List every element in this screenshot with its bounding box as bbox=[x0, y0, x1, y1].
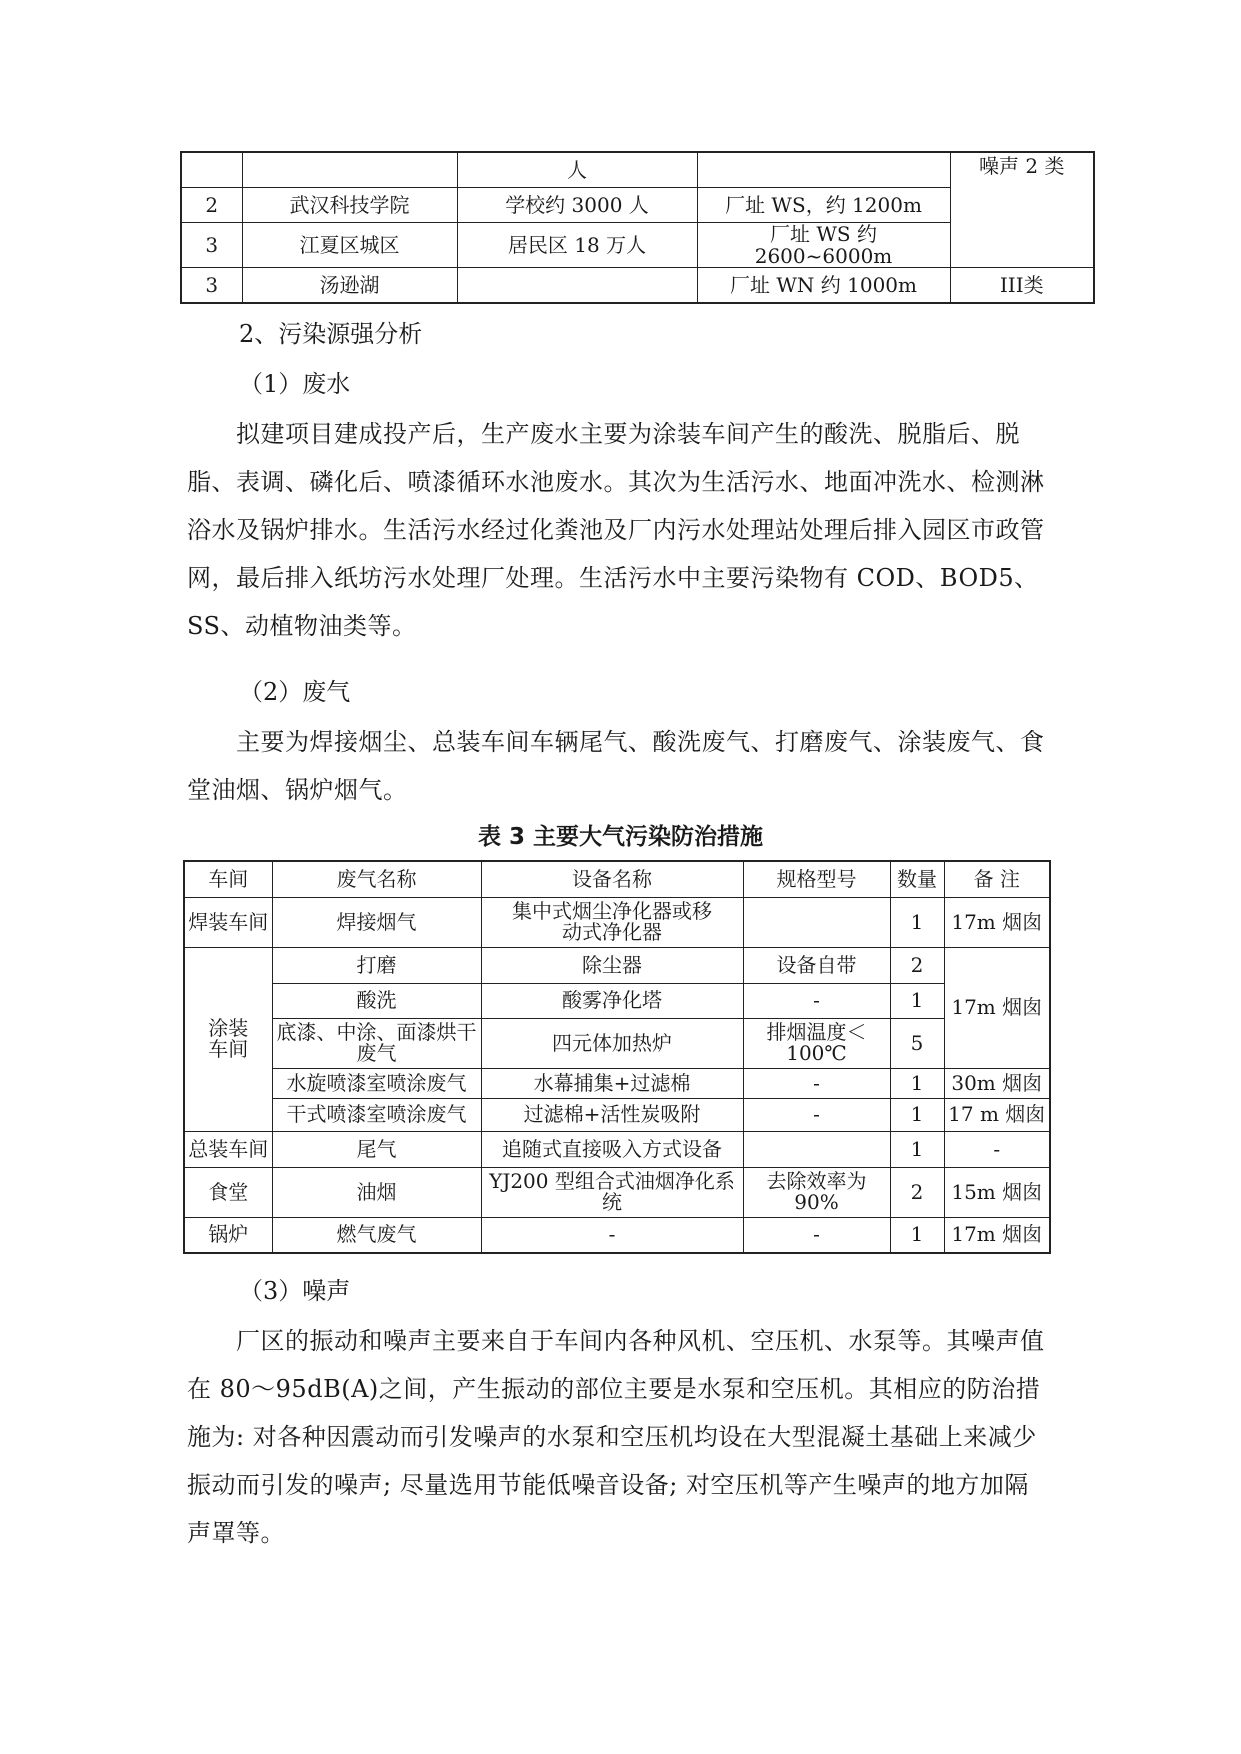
table-cell: 15m 烟囱 bbox=[944, 1167, 1050, 1217]
table-cell-note: III类 bbox=[950, 268, 1094, 304]
table-cell: 30m 烟囱 bbox=[944, 1068, 1050, 1098]
table-cell: 涂装车间 bbox=[184, 947, 272, 1131]
table-cell: - bbox=[743, 1068, 890, 1098]
table-cell: 底漆、中涂、面漆烘干废气 bbox=[272, 1018, 481, 1068]
table-cell: 1 bbox=[890, 1068, 944, 1098]
subsection-heading: （1）废水 bbox=[239, 370, 351, 398]
table-row bbox=[184, 1098, 1050, 1131]
table-cell: 总装车间 bbox=[184, 1131, 272, 1167]
air-pollution-measures-table bbox=[183, 860, 1051, 1254]
table-cell: 学校约 3000 人 bbox=[457, 188, 697, 223]
table-cell: 食堂 bbox=[184, 1167, 272, 1217]
table-cell: 居民区 18 万人 bbox=[457, 223, 697, 268]
table-cell: 干式喷漆室喷涂废气 bbox=[272, 1098, 481, 1131]
table-cell: 人 bbox=[457, 152, 697, 188]
table-cell-note: 噪声 2 类 bbox=[950, 152, 1094, 268]
table-cell: 17m 烟囱 bbox=[944, 1217, 1050, 1253]
table-cell: 酸洗 bbox=[272, 983, 481, 1018]
wastewater-paragraph: 拟建项目建成投产后，生产废水主要为涂装车间产生的酸洗、脱脂后、脱脂、表调、磷化后、喷漆循环水池废水。其次为生活污水、地面冲洗水、检测淋浴水及锅炉排水。生活污水经过化粪池及厂内污水处理站处理后排入园区市政管网，最后排入纸坊污水处理厂处理。生活污水中主要污染物有 COD、BOD5、SS、动植物油类等。 bbox=[187, 420, 1045, 640]
table-cell bbox=[743, 897, 890, 947]
table-cell bbox=[242, 152, 457, 188]
subsection-heading: （2）废气 bbox=[239, 678, 351, 706]
table-row bbox=[184, 1217, 1050, 1253]
table-cell bbox=[697, 152, 950, 188]
noise-paragraph: 厂区的振动和噪声主要来自于车间内各种风机、空压机、水泵等。其噪声值在 80～95dB(A)之间，产生振动的部位主要是水泵和空压机。其相应的防治措施为: 对各种因震动而引发噪声的水泵和空压机均设在大型混凝土基础上来减少振动而引发的噪声; 尽量选用节能低噪音设备; 对空压机等产生噪声的地方加隔声罩等。 bbox=[187, 1327, 1045, 1547]
table-cell bbox=[743, 1131, 890, 1167]
table-row bbox=[184, 1068, 1050, 1098]
table-row bbox=[184, 897, 1050, 947]
section-heading: 2、污染源强分析 bbox=[239, 320, 423, 348]
table-cell-note: 17m 烟囱 bbox=[944, 947, 1050, 1068]
table-cell: 17 m 烟囱 bbox=[944, 1098, 1050, 1131]
table-row bbox=[184, 1131, 1050, 1167]
table-cell: 1 bbox=[890, 1217, 944, 1253]
table-cell: 水旋喷漆室喷涂废气 bbox=[272, 1068, 481, 1098]
column-header: 废气名称 bbox=[272, 861, 481, 897]
table-cell: 焊接烟气 bbox=[272, 897, 481, 947]
table-cell: 3 bbox=[181, 223, 242, 268]
table-cell: 厂址 WS，约 1200m bbox=[697, 188, 950, 223]
table-cell: 焊装车间 bbox=[184, 897, 272, 947]
table-cell: 过滤棉+活性炭吸附 bbox=[481, 1098, 743, 1131]
column-header: 数量 bbox=[890, 861, 944, 897]
table-cell: 厂址 WS 约 2600~6000m bbox=[697, 223, 950, 268]
table-cell bbox=[457, 268, 697, 304]
table-cell: 2 bbox=[890, 947, 944, 983]
column-header: 车间 bbox=[184, 861, 272, 897]
table-cell: 油烟 bbox=[272, 1167, 481, 1217]
table-cell: 5 bbox=[890, 1018, 944, 1068]
column-header: 备 注 bbox=[944, 861, 1050, 897]
table-cell: 2 bbox=[890, 1167, 944, 1217]
sensitive-targets-table bbox=[180, 151, 1095, 304]
table-row bbox=[184, 1167, 1050, 1217]
table-cell: 武汉科技学院 bbox=[242, 188, 457, 223]
table-cell: 3 bbox=[181, 268, 242, 304]
table-cell: 汤逊湖 bbox=[242, 268, 457, 304]
table-cell: 水幕捕集+过滤棉 bbox=[481, 1068, 743, 1098]
table-cell: 1 bbox=[890, 1098, 944, 1131]
table-cell: 1 bbox=[890, 983, 944, 1018]
table-cell: 排烟温度＜100℃ bbox=[743, 1018, 890, 1068]
table-cell: 酸雾净化塔 bbox=[481, 983, 743, 1018]
column-header: 设备名称 bbox=[481, 861, 743, 897]
table-cell: - bbox=[743, 1098, 890, 1131]
exhaust-paragraph: 主要为焊接烟尘、总装车间车辆尾气、酸洗废气、打磨废气、涂装废气、食堂油烟、锅炉烟气。 bbox=[187, 728, 1045, 804]
table-cell: 除尘器 bbox=[481, 947, 743, 983]
table-caption: 表 3 主要大气污染防治措施 bbox=[477, 824, 764, 850]
table-cell: 17m 烟囱 bbox=[944, 897, 1050, 947]
table-cell: 锅炉 bbox=[184, 1217, 272, 1253]
table-cell: 集中式烟尘净化器或移动式净化器 bbox=[481, 897, 743, 947]
column-header: 规格型号 bbox=[743, 861, 890, 897]
table-cell: 2 bbox=[181, 188, 242, 223]
table-cell: - bbox=[481, 1217, 743, 1253]
subsection-heading: （3）噪声 bbox=[239, 1277, 351, 1305]
table-cell: 去除效率为 90% bbox=[743, 1167, 890, 1217]
table-cell: - bbox=[743, 1217, 890, 1253]
table-cell: 厂址 WN 约 1000m bbox=[697, 268, 950, 304]
table-cell: 四元体加热炉 bbox=[481, 1018, 743, 1068]
table-cell: 设备自带 bbox=[743, 947, 890, 983]
table-cell: 尾气 bbox=[272, 1131, 481, 1167]
table-row bbox=[184, 947, 1050, 983]
table-header-row bbox=[184, 861, 1050, 897]
table-cell: - bbox=[944, 1131, 1050, 1167]
table-row bbox=[181, 268, 1094, 304]
table-cell: 打磨 bbox=[272, 947, 481, 983]
table-cell: 1 bbox=[890, 1131, 944, 1167]
table-cell: 追随式直接吸入方式设备 bbox=[481, 1131, 743, 1167]
table-cell bbox=[181, 152, 242, 188]
table-cell: YJ200 型组合式油烟净化系统 bbox=[481, 1167, 743, 1217]
table-cell: - bbox=[743, 983, 890, 1018]
table-row bbox=[181, 152, 1094, 188]
table-cell: 江夏区城区 bbox=[242, 223, 457, 268]
table-row bbox=[184, 983, 1050, 1018]
table-cell: 1 bbox=[890, 897, 944, 947]
table-row bbox=[184, 1018, 1050, 1068]
table-cell: 燃气废气 bbox=[272, 1217, 481, 1253]
